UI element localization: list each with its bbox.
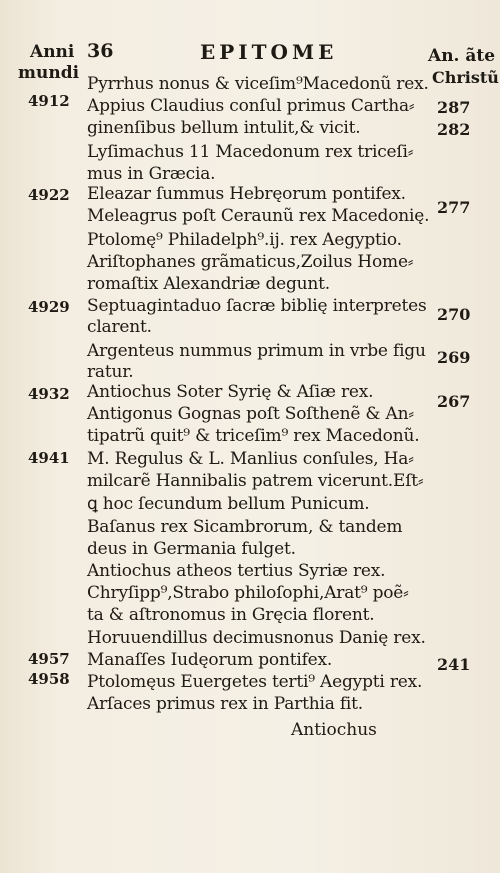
year-anni-mundi: 4912 [28,92,70,110]
text-line: M. Regulus & L. Manlius conſules, Ha⸗ [87,449,414,469]
running-title: EPITOME [200,40,338,64]
text-line: Antiochus atheos tertius Syriæ rex. [87,561,386,581]
text-line: Septuagintaduo ſacræ biblię interpretes [87,296,427,316]
text-line: ginenſibus bellum intulit,& vicit. [87,118,361,138]
text-line: Meleagrus poſt Ceraunũ rex Macedonię. [87,206,430,226]
year-ante-christum: 241 [437,655,471,674]
text-line: ta & aſtronomus in Gręcia florent. [87,605,375,625]
text-line: Antigonus Gognas poſt Soſthenẽ & An⸗ [87,404,414,424]
year-anni-mundi: 4922 [28,186,70,204]
text-line: tipatrũ quit⁹ & triceſim⁹ rex Macedonũ. [87,426,420,446]
year-anni-mundi: 4941 [28,449,70,467]
year-ante-christum: 270 [437,305,471,324]
year-ante-christum: 287 [437,98,471,117]
year-ante-christum: 269 [437,348,471,367]
year-ante-christum: 282 [437,120,471,139]
catchword: Antiochus [291,720,377,740]
text-line: mus in Græcia. [87,164,216,184]
year-anni-mundi: 4929 [28,298,70,316]
text-line: ꝗ hoc ſecundum bellum Punicum. [87,494,370,514]
text-line: Manaſſes Iudęorum pontifex. [87,650,333,670]
text-line: Horuuendillus decimusnonus Danię rex. [87,628,426,648]
year-ante-christum: 277 [437,198,471,217]
text-line: Ariſtophanes grãmaticus,Zoilus Home⸗ [87,252,414,272]
text-line: Eleazar ſummus Hebręorum pontifex. [87,184,406,204]
year-ante-christum: 267 [437,392,471,411]
text-line: milcarẽ Hannibalis patrem vicerunt.Eſt⸗ [87,471,424,491]
text-line: ratur. [87,362,134,382]
text-line: deus in Germania fulget. [87,539,296,559]
header-mundi: mundi [18,63,80,83]
text-line: Ptolomęus Euergetes terti⁹ Aegypti rex. [87,672,423,692]
text-line: Lyſimachus 11 Macedonum rex triceſi⸗ [87,142,414,162]
text-line: Antiochus Soter Syrię & Aſiæ rex. [87,382,374,402]
text-line: Arſaces primus rex in Parthia fit. [87,694,364,714]
text-line: Chryſipp⁹,Strabo philoſophi,Arat⁹ poẽ⸗ [87,583,409,603]
header-christo: Christũ [432,68,499,87]
text-line: Appius Claudius conſul primus Cartha⸗ [87,96,415,116]
text-line: romaſtix Alexandriæ degunt. [87,274,331,294]
text-line: Ptolomę⁹ Philadelph⁹.ij. rex Aegyptio. [87,230,402,250]
text-line: clarent. [87,317,152,337]
header-an-ante: An. ãte [428,46,496,66]
year-anni-mundi: 4932 [28,385,70,403]
text-line: Baſanus rex Sicambrorum, & tandem [87,517,403,537]
header-anni: Anni [30,42,75,62]
page-number: 36 [87,40,114,62]
text-line: Argenteus nummus primum in vrbe figu [87,341,426,361]
text-line: Pyrrhus nonus & viceſim⁹Macedonũ rex. [87,74,429,94]
year-anni-mundi: 4958 [28,670,70,688]
year-anni-mundi: 4957 [28,650,70,668]
